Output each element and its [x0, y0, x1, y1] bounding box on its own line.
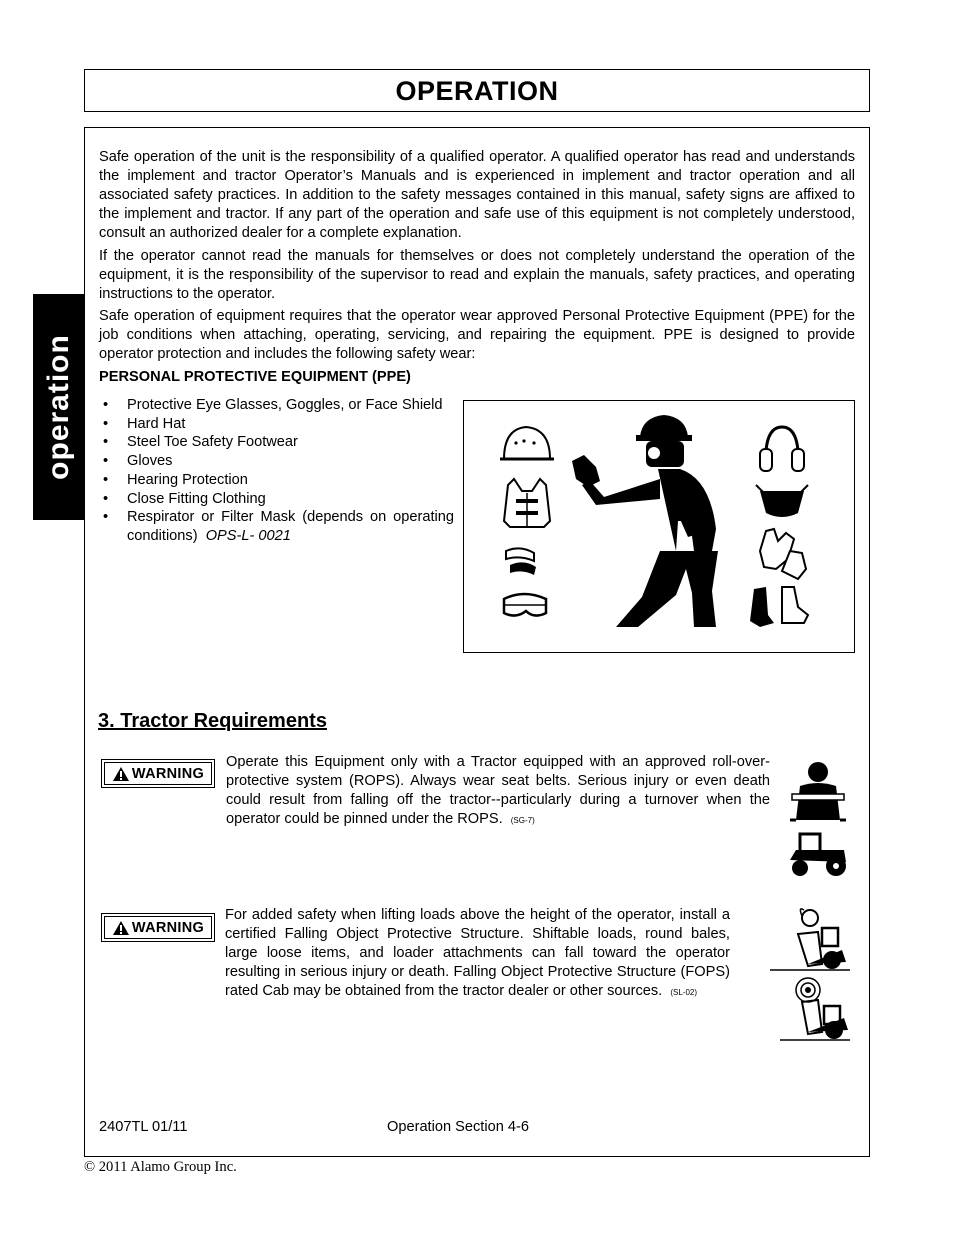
ppe-heading: PERSONAL PROTECTIVE EQUIPMENT (PPE)	[99, 369, 411, 385]
warning-badge	[101, 759, 215, 788]
warning-text: For added safety when lifting loads above the height of the operator, install a certified Falling Object Protective Structure. Shiftable loads, round bales, large loose items, and loader attachments can fall toward the operator resulting in serious injury or death. Falling Object Protective Structure (FOPS) rated Cab may be obtained from the tractor dealer or other sources. (SL-02)	[225, 907, 730, 999]
list-item: • Gloves	[99, 452, 454, 471]
side-tab-label: operation	[41, 334, 75, 480]
ppe-list	[99, 396, 454, 546]
goggles-icon	[504, 594, 546, 616]
list-item: • Respirator or Filter Mask (depends on operating conditions) OPS-L- 0021	[99, 508, 454, 545]
ppe-reference-code: OPS-L- 0021	[205, 527, 291, 544]
warning-triangle-icon	[112, 920, 130, 936]
list-item: • Hard Hat	[99, 415, 454, 434]
list-item: • Hearing Protection	[99, 471, 454, 490]
warning-badge	[101, 913, 215, 942]
section-title: 3. Tractor Requirements	[98, 710, 327, 732]
gloves-icon	[760, 529, 806, 579]
seatbelt-rops-icon	[786, 760, 850, 880]
list-item: • Protective Eye Glasses, Goggles, or Face Shield	[99, 396, 454, 415]
warning-code: (SL-02)	[670, 988, 698, 997]
respirator-icon	[756, 485, 808, 517]
falling-load-loader-icon	[768, 904, 852, 1044]
side-tab	[33, 294, 84, 520]
warning-text: Operate this Equipment only with a Tractor equipped with an approved roll-over-protective system (ROPS). Always wear seat belts. Serious injury or even death could result from falling off the tractor--particularly during a turnover when the operator could be pinned under the ROPS. (SG-7)	[226, 754, 770, 827]
footer-section: Operation Section 4-6	[387, 1119, 529, 1135]
list-item: • Steel Toe Safety Footwear	[99, 433, 454, 452]
intro-paragraph-1: Safe operation of the unit is the responsibility of a qualified operator. A qualified operator has read and understands the implement and tractor Operator’s Manuals and is experienced in implement and tractor operation and all associated safety practices. In addition to the safety messages contained in this manual, safety signs are affixed to the implement and tractor. If any part of the operation and safe use of this equipment is not completely understood, consult an authorized dealer for a complete explanation.	[99, 149, 855, 241]
safety-vest-icon	[504, 479, 550, 527]
warning-label: WARNING	[131, 919, 205, 936]
ear-plugs-icon	[506, 548, 536, 575]
copyright: © 2011 Alamo Group Inc.	[84, 1159, 237, 1175]
page-header	[84, 69, 870, 112]
warning-triangle-icon	[112, 766, 130, 782]
intro-paragraph-3: Safe operation of equipment requires that the operator wear approved Personal Protective Equipment (PPE) for the job conditions when attaching, operating, servicing, and repairing the equipment. PPE is designed to provide operator protection and includes the following safety wear:	[99, 308, 855, 362]
warning-code: (SG-7)	[510, 816, 535, 825]
earmuffs-icon	[760, 427, 804, 471]
ppe-illustration	[463, 400, 855, 653]
worker-figure-icon	[572, 415, 718, 627]
intro-paragraph-2: If the operator cannot read the manuals for themselves or does not completely understand the operation of the equipment, it is the responsibility of the supervisor to read and explain the manuals, safety practices, and operating instructions to the operator.	[99, 248, 855, 302]
list-item: • Close Fitting Clothing	[99, 490, 454, 509]
warning-label: WARNING	[131, 765, 205, 782]
safety-boots-icon	[750, 587, 808, 627]
page-title: OPERATION	[395, 76, 559, 106]
hard-hat-icon	[500, 427, 554, 459]
footer-model-date: 2407TL 01/11	[99, 1119, 188, 1135]
